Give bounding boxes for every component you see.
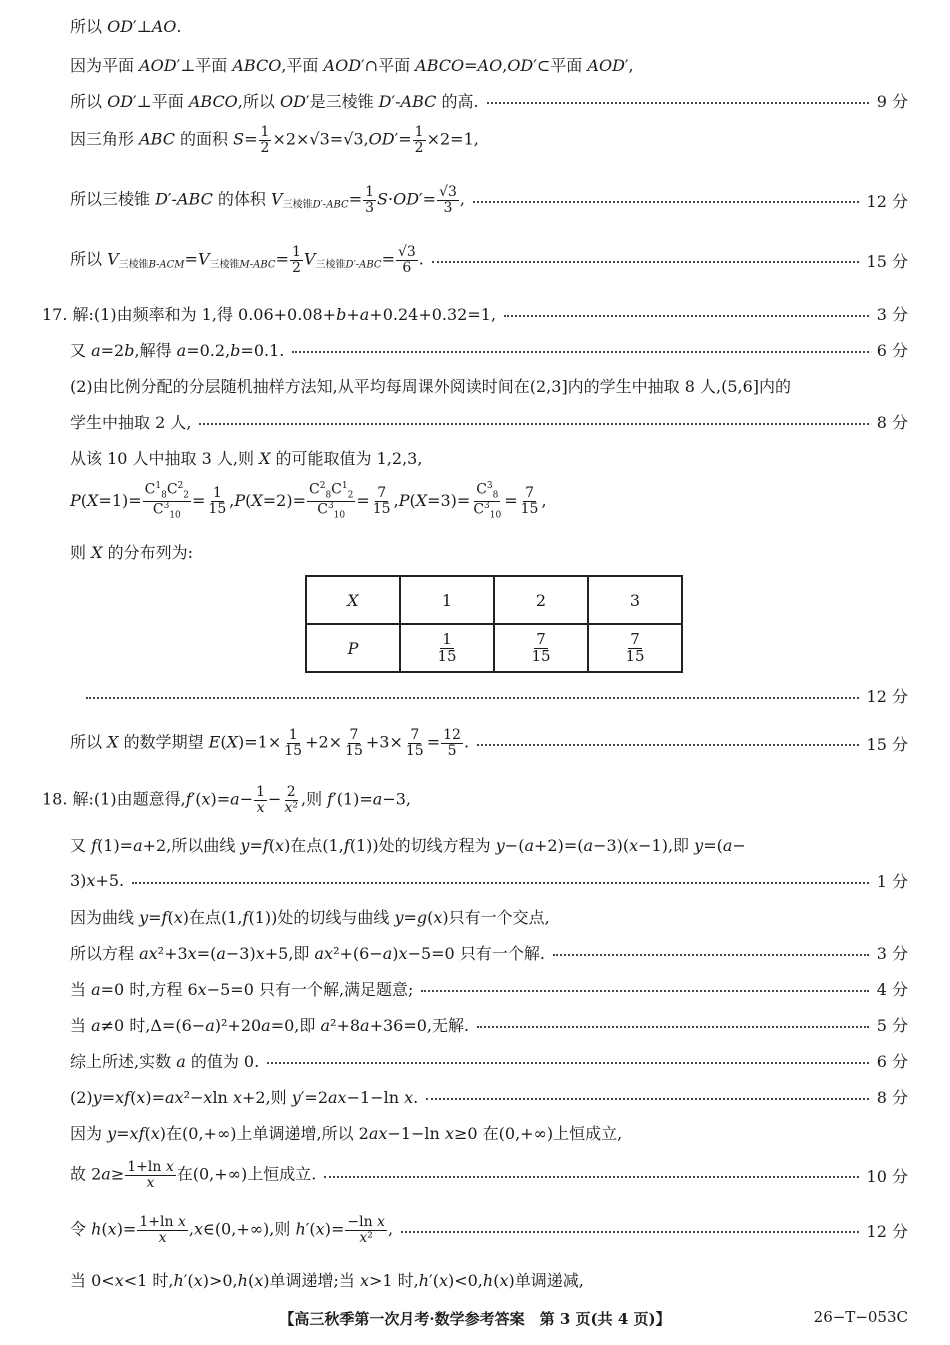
leader-dots xyxy=(199,423,868,425)
solution-line: 又 f(1)=a+2,所以曲线 y=f(x)在点(1,f(1))处的切线方程为 y−(a+2)=(a−3)(x−1),即 y=(a− xyxy=(70,836,746,855)
table-cell: $\frac{7}{15}$ xyxy=(494,624,588,672)
score-label: 10 分 xyxy=(866,1166,908,1186)
solution-line: 学生中抽取 2 人, 8 分 xyxy=(70,410,908,433)
score-label: 4 分 xyxy=(876,980,908,999)
solution-line: 因为曲线 y=f(x)在点(1,f(1))处的切线与曲线 y=g(x)只有一个交点, xyxy=(70,908,550,927)
leader-dots xyxy=(267,1062,869,1064)
score-label: 12 分 xyxy=(866,191,908,211)
score-label: 6 分 xyxy=(876,341,908,360)
table-cell: $\frac{1}{15}$ xyxy=(400,624,494,672)
solution-line: 当 a≠0 时,Δ=(6−a)²+20a=0,即 a²+8a+36=0,无解. 5 分 xyxy=(70,1013,908,1036)
leader-dots xyxy=(487,102,869,104)
solution-line: 又 a=2b,解得 a=0.2,b=0.1. 6 分 xyxy=(70,338,908,361)
table-cell: X xyxy=(306,576,400,624)
solution-line: 当 0<x<1 时,h′(x)>0,h(x)单调递增;当 x>1 时,h′(x)<0,h(x)单调递减, xyxy=(70,1271,584,1290)
footer-code: 26−T−053C xyxy=(813,1308,908,1326)
solution-line xyxy=(86,684,908,707)
solution-line: P(X=1)= $\frac{C^1_8C^2_2}{C^3_{10}}$ = $\frac{1}{15}$ ,P(X=2)= $\frac{C^2_8C^1_2}{C^3_{10}}$ = $\frac{7}{15}$ ,P(X=3)= $\frac{C^3_8}{C^3_{10}}$ = $\frac{7}{15}$ , xyxy=(70,481,547,521)
solution-line: 综上所述,实数 a 的值为 0. 6 分 xyxy=(70,1049,908,1072)
solution-line: 18. 解:(1)由题意得,f′(x)=a− $\frac{1}{x}$ − $\frac{2}{\text{x²}}$ ,则 f′(1)=a−3, xyxy=(42,784,412,816)
score-label: 12 分 xyxy=(866,687,908,706)
solution-line: 则 X 的分布列为: xyxy=(70,543,193,562)
leader-dots xyxy=(477,744,859,746)
solution-line: 从该 10 人中抽取 3 人,则 X 的可能取值为 1,2,3, xyxy=(70,449,423,468)
leader-dots xyxy=(477,1026,869,1028)
table-row xyxy=(306,576,682,624)
leader-dots xyxy=(421,990,868,992)
leader-dots xyxy=(504,315,869,317)
score-label: 3 分 xyxy=(876,944,908,963)
score-label: 15 分 xyxy=(866,734,908,754)
leader-dots xyxy=(432,261,859,263)
solution-line: 因为 y=xf(x)在(0,+∞)上单调递增,所以 2ax−1−ln x≥0 在(0,+∞)上恒成立, xyxy=(70,1124,623,1143)
solution-line: 令 h(x)= $\frac{\text{1+ln x}}{x}$ ,x∈(0,+∞),则 h′(x)= $\frac{\text{−ln x}}{\text{x²}}$ , 12 分 xyxy=(70,1214,908,1246)
score-label: 12 分 xyxy=(866,1221,908,1241)
score-label: 5 分 xyxy=(876,1016,908,1035)
solution-line: 所以方程 ax²+3x=(a−3)x+5,即 ax²+(6−a)x−5=0 只有一个解. 3 分 xyxy=(70,941,908,964)
solution-line: 17. 解:(1)由频率和为 1,得 0.06+0.08+b+a+0.24+0.32=1, 3 分 xyxy=(42,302,908,325)
solution-line: 所以三棱锥 D′-ABC 的体积 $V_{三棱锥D'-ABC}=$ $\frac{1}{3}$ S·OD′= $\frac{√3}{3}$ , 12 分 xyxy=(70,184,908,216)
table-cell: P xyxy=(306,624,400,672)
table-cell: 3 xyxy=(588,576,682,624)
score-label: 6 分 xyxy=(876,1052,908,1071)
solution-line: 当 a=0 时,方程 6x−5=0 只有一个解,满足题意; 4 分 xyxy=(70,977,908,1000)
leader-dots xyxy=(132,882,869,884)
leader-dots xyxy=(553,954,869,956)
solution-line: 因三角形 ABC 的面积 S= $\frac{1}{2}$ ×2×√3=√3,OD′= $\frac{1}{2}$ ×2=1, xyxy=(70,124,479,156)
table-cell: $\frac{7}{15}$ xyxy=(588,624,682,672)
leader-dots xyxy=(426,1098,869,1100)
score-label: 9 分 xyxy=(876,92,908,111)
score-label: 8 分 xyxy=(876,413,908,432)
distribution-table xyxy=(305,575,683,673)
solution-line: (2)由比例分配的分层随机抽样方法知,从平均每周课外阅读时间在(2,3]内的学生中抽取 8 人,(5,6]内的 xyxy=(70,377,792,396)
leader-dots xyxy=(401,1231,859,1233)
solution-line: 所以 $V_{三棱锥B-ACM}=V_{三棱锥M-ABC}=$ $\frac{1}{2}$ $V_{三棱锥D'-ABC}=$ $\frac{√3}{6}$ . 15 分 xyxy=(70,244,908,276)
score-label: 15 分 xyxy=(866,251,908,271)
solution-line: 所以 X 的数学期望 E(X)=1× $\frac{1}{15}$ +2× $\frac{7}{15}$ +3× $\frac{7}{15}$ = $\frac{12}{5}$ . 15 分 xyxy=(70,727,908,759)
solution-line: 所以 OD′⊥AO. xyxy=(70,17,182,36)
solution-line: 故 2a≥ $\frac{\text{1+ln x}}{x}$ 在(0,+∞)上恒成立. 10 分 xyxy=(70,1159,908,1191)
leader-dots xyxy=(86,697,859,699)
leader-dots xyxy=(473,201,859,203)
score-label: 1 分 xyxy=(876,872,908,891)
score-label: 3 分 xyxy=(876,305,908,324)
solution-line: 所以 OD′⊥平面 ABCO,所以 OD′是三棱锥 D′-ABC 的高. 9 分 xyxy=(70,89,908,112)
score-label: 8 分 xyxy=(876,1088,908,1107)
table-row xyxy=(306,624,682,672)
footer-title: 【高三秋季第一次月考·数学参考答案 第 3 页(共 4 页)】 xyxy=(279,1310,671,1328)
table-cell: 2 xyxy=(494,576,588,624)
leader-dots xyxy=(292,351,868,353)
table-cell: 1 xyxy=(400,576,494,624)
solution-line: 因为平面 AOD′⊥平面 ABCO,平面 AOD′∩平面 ABCO=AO,OD′⊂平面 AOD′, xyxy=(70,56,634,75)
leader-dots xyxy=(324,1176,858,1178)
solution-line: 3)x+5. 1 分 xyxy=(70,871,908,891)
solution-line: (2)y=xf(x)=ax²−xln x+2,则 y′=2ax−1−ln x. 8 分 xyxy=(70,1085,908,1108)
